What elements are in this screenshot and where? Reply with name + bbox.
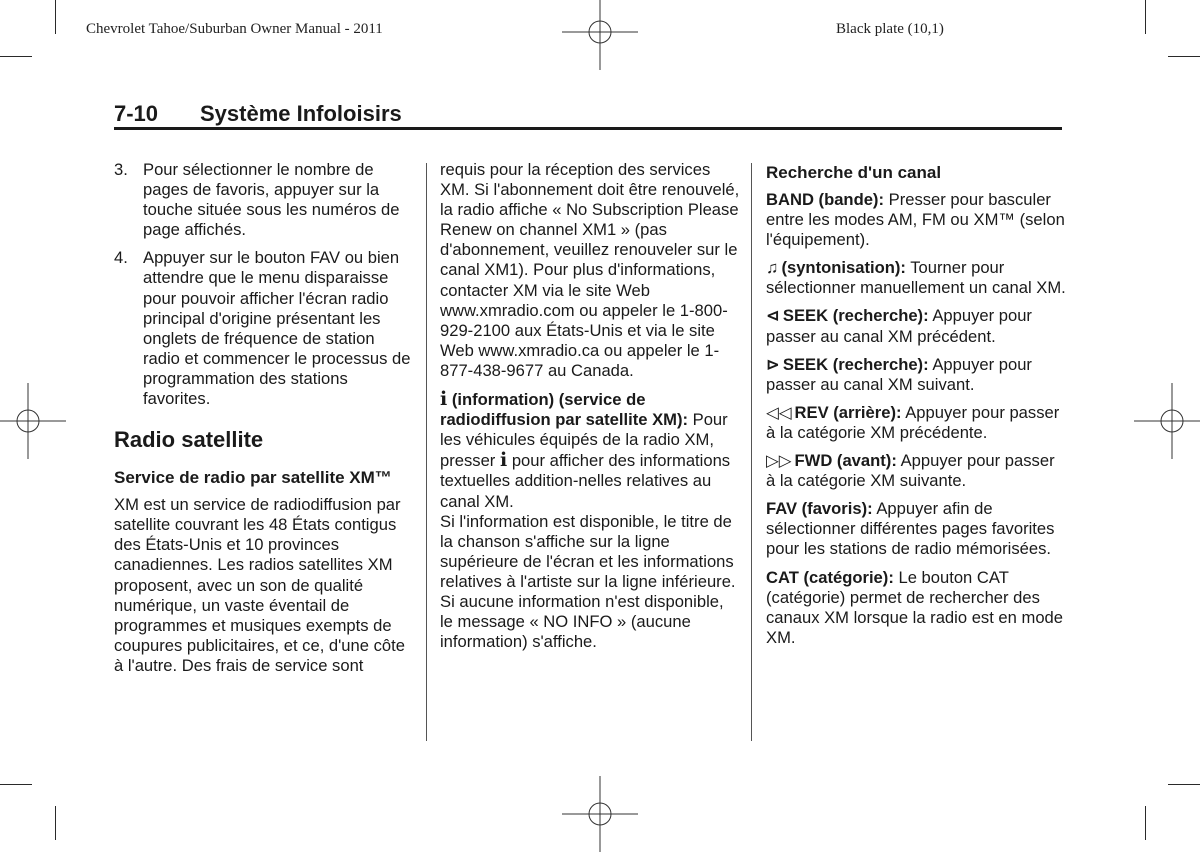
column-divider <box>426 163 427 741</box>
control-label: FWD (avant): <box>794 451 897 471</box>
body-paragraph: XM est un service de radiodiffusion par satellite couvrant les 48 États contigus des États-Unis et 10 provinces canadiennes. Les radios satellites XM proposent, avec un son de qualité numérique, un vaste éventail de programmes et musiques exempts de coupures publicitaires, et ce, d'une côte à l'autre. Des frais de service sont <box>114 495 405 675</box>
control-label: SEEK (recherche): <box>782 354 929 374</box>
control-text: Tourner pour sélectionner manuellement un canal XM. <box>766 258 1066 298</box>
section-heading: Recherche d'un canal <box>766 163 942 182</box>
plate-label: Black plate (10,1) <box>836 21 944 37</box>
control-text: Presser pour basculer entre les modes AM, FM ou XM™ (selon l'équipement). <box>766 190 1065 250</box>
control-label: SEEK (recherche): <box>782 306 929 326</box>
column-2 <box>440 160 740 660</box>
steps-list <box>114 160 414 409</box>
control-label: FAV (favoris): <box>766 499 873 519</box>
crop-mark <box>1168 784 1200 785</box>
control-entry <box>766 258 1066 298</box>
control-text: Le bouton CAT (catégorie) permet de rechercher des canaux XM lorsque la radio est en mode XM. <box>766 567 1064 647</box>
info-text-b: pour afficher des informations textuelles addition-nelles relatives au canal XM. <box>440 451 731 511</box>
body-paragraph: Si l'information est disponible, le titre de la chanson s'affiche sur la ligne supérieure de l'écran et les informations relatives à l'artiste sur la ligne inférieure. Si aucune information n'est disponible, le message « NO INFO » (aucune information) s'affiche. <box>440 511 736 652</box>
section-heading: Radio satellite <box>114 427 264 453</box>
page-header <box>114 101 1062 127</box>
column-divider <box>751 163 752 741</box>
fast-forward-icon: ▷▷ <box>766 451 792 471</box>
control-label: BAND (bande): <box>766 190 884 209</box>
crop-mark <box>0 56 32 57</box>
control-entry <box>766 451 1066 491</box>
column-3 <box>766 160 1066 656</box>
page-number: 7-10 <box>114 101 159 126</box>
crop-mark <box>1145 806 1146 840</box>
crop-mark <box>1145 0 1146 34</box>
info-icon: i <box>499 449 508 472</box>
registration-mark-right <box>1134 383 1200 459</box>
rewind-icon: ◁◁ <box>766 402 792 422</box>
step-text: Pour sélectionner le nombre de pages de favoris, appuyer sur la touche située sous les numéros de page affichés. <box>143 160 400 240</box>
subsection-heading: Service de radio par satellite XM™ <box>114 468 392 488</box>
control-text: Appuyer pour passer à la catégorie XM précédente. <box>766 402 1060 442</box>
section-title: Système Infoloisirs <box>200 101 402 126</box>
step-number: 4. <box>114 248 128 268</box>
info-entry <box>440 389 740 512</box>
registration-mark-left <box>0 383 66 459</box>
step-number: 3. <box>114 160 128 179</box>
control-text: Appuyer pour passer au canal XM suivant. <box>766 354 1032 394</box>
column-1 <box>114 160 414 684</box>
control-text: Appuyer pour passer au canal XM précédent. <box>766 306 1032 346</box>
control-entry <box>766 306 1066 346</box>
control-entry <box>766 499 1066 559</box>
header-rule <box>114 127 1062 130</box>
control-entry <box>766 568 1066 648</box>
control-text: Appuyer afin de sélectionner différentes pages favorites pour les stations de radio mémorisées. <box>766 499 1055 559</box>
seek-forward-icon: ⊳ <box>766 354 780 374</box>
crop-mark <box>1168 56 1200 57</box>
info-label: (information) (service de radiodiffusion par satellite XM): <box>440 390 689 430</box>
info-icon: i <box>440 388 448 411</box>
step-text: Appuyer sur le bouton FAV ou bien attendre que le menu disparaisse pour pouvoir afficher l'écran radio principal d'origine présentant les onglets de fréquence de station radio et commencer le processus de programmation des stations favorites. <box>143 248 411 409</box>
control-label: (syntonisation): <box>781 258 906 278</box>
control-text: Appuyer pour passer à la catégorie XM suivante. <box>766 451 1055 491</box>
control-entry <box>766 190 1066 250</box>
registration-mark-top <box>562 0 638 70</box>
crop-mark <box>55 0 56 34</box>
manual-title: Chevrolet Tahoe/Suburban Owner Manual - 2011 <box>86 21 383 37</box>
list-item <box>114 160 414 240</box>
control-label: CAT (catégorie): <box>766 567 894 587</box>
body-paragraph: requis pour la réception des services XM. Si l'abonnement doit être renouvelé, la radio affiche « No Subscription Please Renew on channel XM1 » (pas d'abonnement, veuillez renouveler sur le canal XM1). Pour plus d'informations, contacter XM via le site Web www.xmradio.com ou appeler le 1-800-929-2100 aux États-Unis et via le site Web www.xmradio.ca ou appeler le 1-877-438-9677 au Canada. <box>440 160 740 380</box>
seek-back-icon: ⊲ <box>766 306 780 326</box>
control-entry <box>766 403 1066 443</box>
crop-mark <box>0 784 32 785</box>
registration-mark-bottom <box>562 776 638 852</box>
music-note-icon: ♫ <box>766 258 779 278</box>
crop-mark <box>55 806 56 840</box>
control-label: REV (arrière): <box>794 402 902 422</box>
list-item <box>114 248 414 409</box>
control-entry <box>766 355 1066 395</box>
info-text-a: Pour les véhicules équipés de la radio XM, presser <box>440 410 728 471</box>
